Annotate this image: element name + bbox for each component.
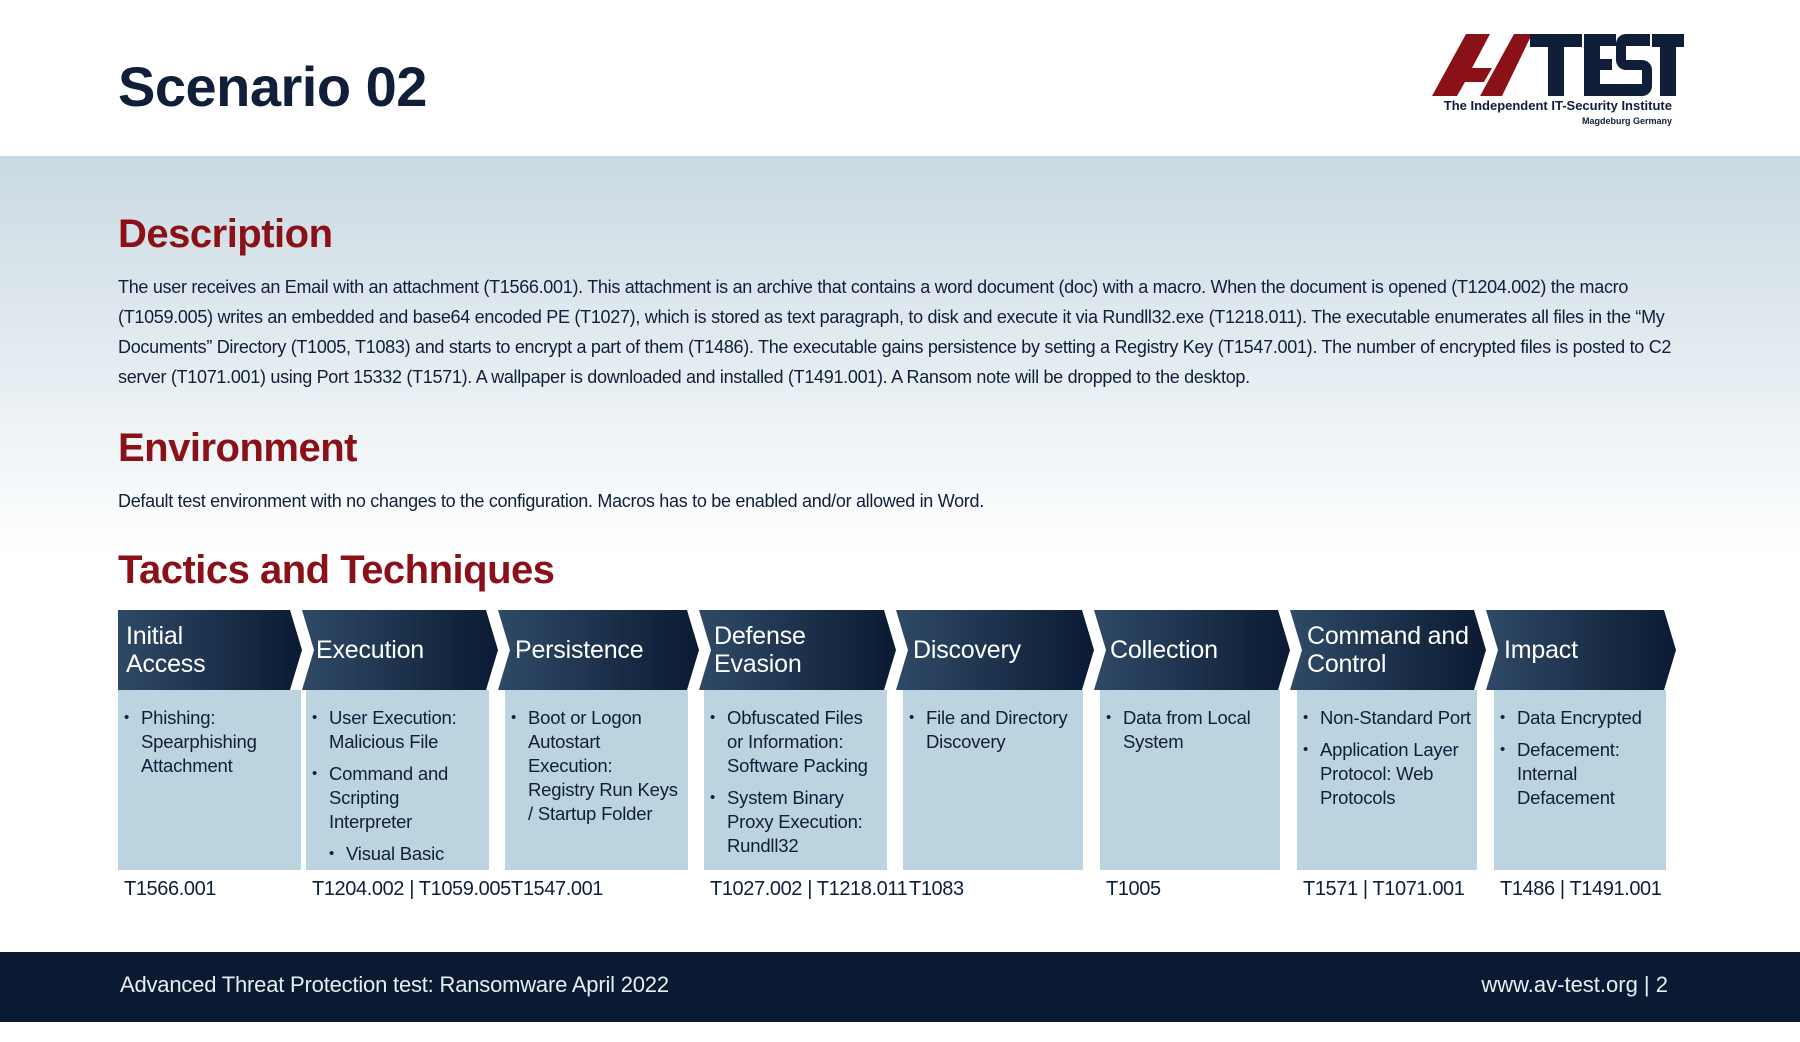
tactic-name-line: Persistence — [515, 636, 644, 664]
tactic-name-line: Control — [1307, 650, 1387, 678]
technique-ids: T1566.001 — [124, 878, 217, 900]
tactic-name-line: Execution — [316, 636, 424, 664]
tactics-heading: Tactics and Techniques — [118, 548, 555, 592]
technique-ids: T1204.002 | T1059.005 — [312, 878, 511, 900]
technique-item: • Data from Local System — [1106, 706, 1274, 754]
tactic-header — [913, 610, 1079, 690]
technique-item: • Command and Scripting Interpreter — [312, 762, 483, 834]
tactic-name-line: Defense — [714, 622, 806, 650]
technique-item: • Defacement: Internal Defacement — [1500, 738, 1660, 810]
description-text: The user receives an Email with an attachment (T1566.001). This attachment is an archive that contains a word document (doc) with a macro. When the document is opened (T1204.002) the macro (T1059.005) writes an embedded and base64 encoded PE (T1027), which is stored as text paragraph, to disk and execute it via Rundll32.exe (T1218.011). The executable enumerates all files in the “My Documents” Directory (T1005, T1083) and starts to encrypt a part of them (T1486). The executable gains persistence by setting a Registry Key (T1547.001). The number of encrypted files is posted to C2 server (T1071.001) using Port 15332 (T1571). A wallpaper is downloaded and installed (T1491.001). A Ransom note will be dropped to the desktop. — [118, 277, 1672, 387]
technique-box — [505, 690, 688, 870]
tactic-header — [1110, 610, 1276, 690]
technique-item: • File and Directory Discovery — [909, 706, 1077, 754]
tactic-header — [1307, 610, 1473, 690]
technique-box — [903, 690, 1083, 870]
tactic-header — [515, 610, 684, 690]
tactic-name-line: Evasion — [714, 650, 802, 678]
tactic-name-line: Initial — [126, 622, 183, 650]
technique-ids: T1005 — [1106, 878, 1161, 900]
av-test-logo-mark — [1432, 34, 1684, 96]
tactic-name-line: Collection — [1110, 636, 1218, 664]
av-test-logo — [1432, 34, 1684, 134]
technique-item: • Obfuscated Files or Information: Software Packing — [710, 706, 881, 778]
technique-box — [1494, 690, 1666, 870]
page-title: Scenario 02 — [118, 55, 427, 118]
tactic-header — [1504, 610, 1662, 690]
technique-ids: T1083 — [909, 878, 964, 900]
tactic-name-line: Discovery — [913, 636, 1021, 664]
technique-item: • Visual Basic — [329, 842, 483, 866]
environment-text: Default test environment with no changes to the configuration. Macros has to be enabled and/or allowed in Word. — [118, 491, 984, 511]
tactic-name-line: Access — [126, 650, 206, 678]
technique-ids: T1571 | T1071.001 — [1303, 878, 1465, 900]
technique-box — [704, 690, 887, 870]
technique-item: • Application Layer Protocol: Web Protocols — [1303, 738, 1471, 810]
footer-report-title: Advanced Threat Protection test: Ransomware April 2022 — [120, 972, 669, 997]
technique-item: • Non-Standard Port — [1303, 706, 1471, 730]
technique-box — [1297, 690, 1477, 870]
technique-item: • Phishing: Spearphishing Attachment — [124, 706, 295, 778]
technique-ids: T1486 | T1491.001 — [1500, 878, 1662, 900]
technique-box — [1100, 690, 1280, 870]
tactic-header — [714, 610, 883, 690]
technique-item: • Data Encrypted — [1500, 706, 1660, 730]
technique-ids: T1027.002 | T1218.011 — [710, 878, 908, 900]
footer — [0, 952, 1800, 1022]
tactic-name-line: Command and — [1307, 622, 1469, 650]
tactic-name-line: Impact — [1504, 636, 1578, 664]
logo-tagline: The Independent IT-Security Institute — [1443, 98, 1672, 113]
logo-location: Magdeburg Germany — [1581, 116, 1672, 126]
tactic-header — [316, 610, 485, 690]
technique-box — [118, 690, 301, 870]
tactics-flow — [118, 610, 1678, 910]
technique-ids: T1547.001 — [511, 878, 604, 900]
tactic-header — [126, 610, 295, 690]
environment-heading: Environment — [118, 426, 357, 470]
footer-page-info: www.av-test.org | 2 — [1481, 972, 1668, 997]
technique-item: • Boot or Logon Autostart Execution: Registry Run Keys / Startup Folder — [511, 706, 682, 826]
technique-box — [306, 690, 489, 870]
description-heading: Description — [118, 212, 333, 256]
header-bar — [0, 0, 1800, 156]
technique-item: • User Execution: Malicious File — [312, 706, 483, 754]
technique-item: • System Binary Proxy Execution: Rundll32 — [710, 786, 881, 858]
